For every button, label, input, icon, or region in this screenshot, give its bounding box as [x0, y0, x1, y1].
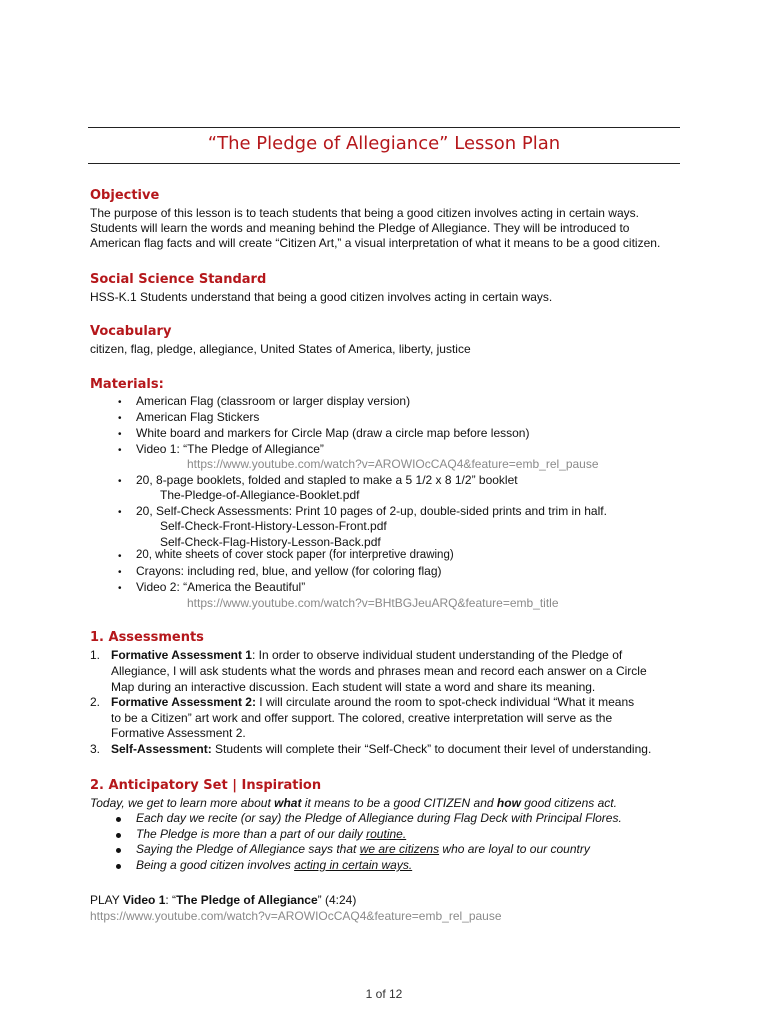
bullet-icon: •	[118, 413, 122, 424]
bullet-icon	[116, 817, 121, 822]
standard-text: HSS-K.1 Students understand that being a good citizen involves acting in certain ways.	[90, 290, 553, 304]
bullet-icon: •	[118, 445, 122, 456]
assessment-3-line-1: Self-Assessment: Students will complete their “Self-Check” to document their level of understanding.	[111, 742, 652, 756]
material-item-9: Video 2: “America the Beautiful”	[136, 580, 306, 594]
assessment-number: 1.	[90, 648, 101, 662]
bullet-icon	[116, 864, 121, 869]
assessment-number: 3.	[90, 742, 101, 756]
bullet-icon	[116, 833, 121, 838]
bullet-icon: •	[118, 397, 122, 408]
bullet-icon: •	[118, 476, 122, 487]
top-rule	[88, 127, 680, 128]
bullet-icon: •	[118, 429, 122, 440]
assessment-1-line-2: Allegiance, I will ask students what the words and phrases mean and record each answer on a Circle	[111, 664, 647, 678]
anticipatory-bullet-1: Each day we recite (or say) the Pledge of Allegiance during Flag Deck with Principal Flores.	[136, 811, 622, 825]
selfcheck-front-link[interactable]: Self-Check-Front-History-Lesson-Front.pdf	[160, 519, 387, 533]
assessment-2-line-3: Formative Assessment 2.	[111, 726, 246, 740]
assessment-number: 2.	[90, 695, 101, 709]
assessment-1-line-3: Map during an interactive discussion. Each student will state a word and share its meaning.	[111, 680, 596, 694]
booklet-file-link[interactable]: The-Pledge-of-Allegiance-Booklet.pdf	[160, 488, 360, 502]
material-item-7: 20, white sheets of cover stock paper (for interpretive drawing)	[136, 549, 454, 561]
page-title: “The Pledge of Allegiance” Lesson Plan	[207, 133, 561, 154]
material-item-3: White board and markers for Circle Map (draw a circle map before lesson)	[136, 426, 530, 440]
objective-line-1: The purpose of this lesson is to teach students that being a good citizen involves acting in certain ways.	[90, 206, 639, 220]
assessment-1-line-1: Formative Assessment 1: In order to observe individual student understanding of the Pledge of	[111, 648, 623, 662]
bullet-icon: •	[118, 583, 122, 594]
vocabulary-text: citizen, flag, pledge, allegiance, United States of America, liberty, justice	[90, 342, 471, 356]
play-video-line: PLAY Video 1: “The Pledge of Allegiance” (4:24)	[90, 893, 357, 907]
selfcheck-back-link[interactable]: Self-Check-Flag-History-Lesson-Back.pdf	[160, 535, 381, 549]
standard-heading: Social Science Standard	[90, 272, 267, 287]
anticipatory-bullet-4: Being a good citizen involves acting in certain ways.	[136, 858, 413, 872]
vocabulary-heading: Vocabulary	[90, 324, 172, 339]
bullet-icon	[116, 848, 121, 853]
assessment-2-line-2: to be a Citizen” art work and offer support. The colored, creative interpretation will serve as the	[111, 711, 613, 725]
assessments-heading: 1. Assessments	[90, 630, 204, 645]
material-item-1: American Flag (classroom or larger display version)	[136, 394, 411, 408]
objective-heading: Objective	[90, 188, 160, 203]
title-rule	[88, 163, 680, 164]
material-item-2: American Flag Stickers	[136, 410, 260, 424]
video-2-link[interactable]: https://www.youtube.com/watch?v=BHtBGJeuARQ&feature=emb_title	[187, 596, 559, 610]
material-item-4: Video 1: “The Pledge of Allegiance”	[136, 442, 324, 456]
assessment-2-line-1: Formative Assessment 2: I will circulate around the room to spot-check individual “What it means	[111, 695, 635, 709]
objective-line-2: Students will learn the words and meaning behind the Pledge of Allegiance. They will be introduced to	[90, 221, 630, 235]
anticipatory-intro: Today, we get to learn more about what it means to be a good CITIZEN and how good citizens act.	[90, 796, 617, 810]
material-item-5: 20, 8-page booklets, folded and stapled to make a 5 1/2 x 8 1/2” booklet	[136, 473, 518, 487]
page-number: 1 of 12	[365, 987, 403, 1001]
material-item-6: 20, Self-Check Assessments: Print 10 pages of 2-up, double-sided prints and trim in half.	[136, 504, 607, 518]
anticipatory-heading: 2. Anticipatory Set | Inspiration	[90, 778, 322, 793]
materials-heading: Materials:	[90, 377, 164, 392]
bullet-icon: •	[118, 567, 122, 578]
anticipatory-bullet-3: Saying the Pledge of Allegiance says that we are citizens who are loyal to our country	[136, 842, 590, 856]
objective-line-3: American flag facts and will create “Citizen Art,” a visual interpretation of what it means to be a good citizen.	[90, 236, 661, 250]
bullet-icon: •	[118, 507, 122, 518]
play-video-link[interactable]: https://www.youtube.com/watch?v=AROWIOcCAQ4&feature=emb_rel_pause	[90, 909, 502, 923]
anticipatory-bullet-2: The Pledge is more than a part of our daily routine.	[136, 827, 407, 841]
video-1-link[interactable]: https://www.youtube.com/watch?v=AROWIOcCAQ4&feature=emb_rel_pause	[187, 457, 599, 471]
material-item-8: Crayons: including red, blue, and yellow (for coloring flag)	[136, 564, 442, 578]
bullet-icon: •	[118, 551, 122, 562]
